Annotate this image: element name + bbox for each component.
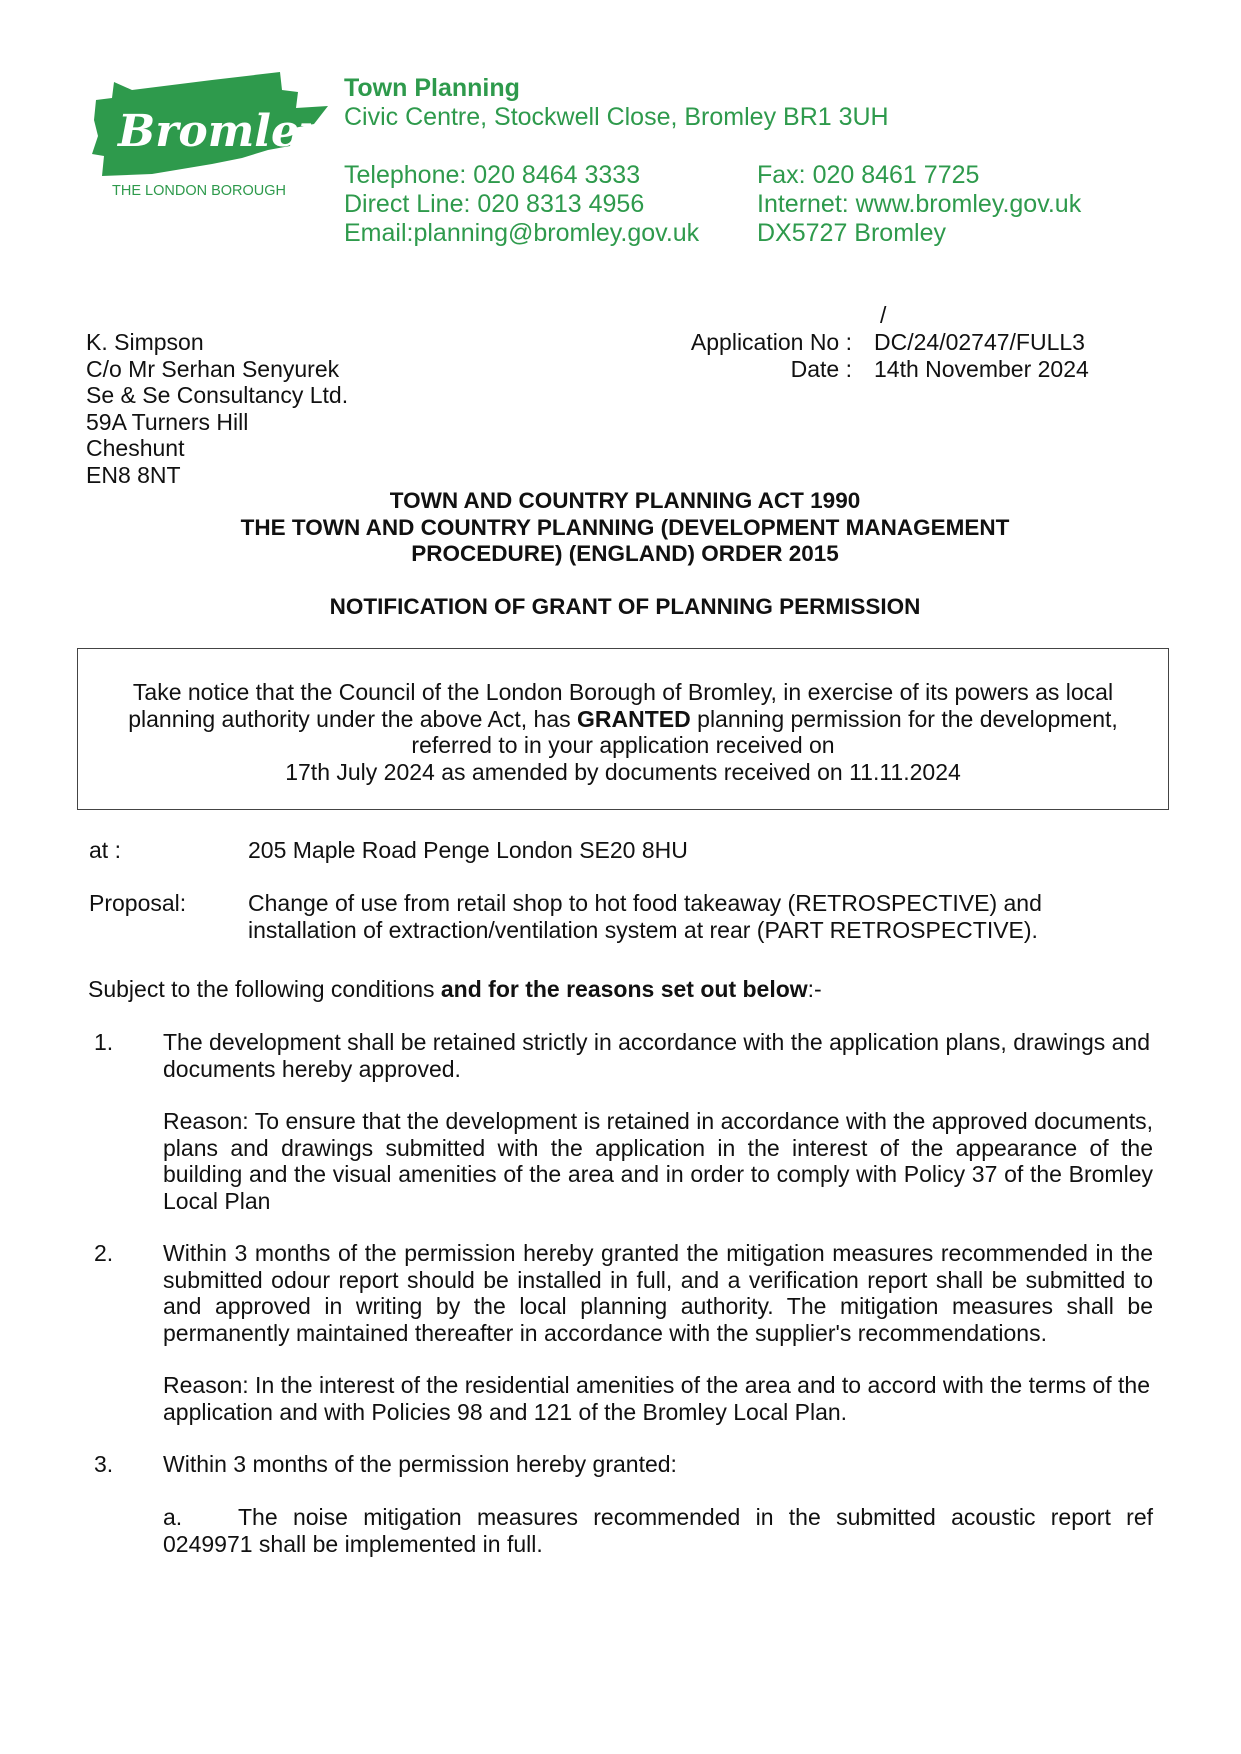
notice-title: NOTIFICATION OF GRANT OF PLANNING PERMISSION [329, 594, 921, 619]
recipient-line: K. Simpson [86, 329, 204, 355]
application-meta [600, 329, 1089, 382]
intro-text: Subject to the following conditions [88, 976, 441, 1002]
conditions-intro [88, 976, 822, 1003]
site-address: 205 Maple Road Penge London SE20 8HU [248, 837, 688, 863]
act-heading-line: PROCEDURE) (ENGLAND) ORDER 2015 [411, 541, 839, 566]
condition-number: 3. [94, 1451, 114, 1477]
condition-text: Within 3 months of the permission hereby granted the mitigation measures recommended in the submitted odour report should be installed in full, and a verification report shall be submitted to and approved in writing by the local planning authority. The mitigation measures shall be permanently maintained thereafter in accordance with the supplier's recommendations. [163, 1240, 1153, 1346]
notice-box [77, 648, 1169, 810]
recipient-line: 59A Turners Hill [86, 408, 249, 435]
recipient-line: EN8 8NT [86, 461, 181, 488]
dx-number: DX5727 Bromley [757, 219, 946, 247]
site-label: at : [89, 837, 121, 863]
bromley-logo-graphic [92, 72, 328, 212]
recipient-line: Cheshunt [86, 435, 185, 461]
contact-block-left [344, 161, 699, 248]
slash-mark: / [880, 302, 887, 328]
application-no-label: Application No : [690, 329, 852, 355]
notice-text-part: planning permission for the development, [690, 705, 1118, 732]
condition-text: The development shall be retained strictly in accordance with the application plans, drawings and documents hereby approved. [163, 1029, 1151, 1082]
notice-line: Take notice that the Council of the London Borough of Bromley, in exercise of its powers as local [132, 679, 1114, 705]
recipient-line: C/o Mr Serhan Senyurek [86, 355, 340, 382]
telephone: Telephone: 020 8464 3333 [344, 161, 641, 189]
proposal-label: Proposal: [89, 890, 187, 916]
fax: Fax: 020 8461 7725 [757, 161, 980, 189]
sub-item-text: The noise mitigation measures recommended in the submitted acoustic report ref 0249971 shall be implemented in full. [163, 1504, 1153, 1557]
notice-text [78, 679, 1168, 785]
org-address: Civic Centre, Stockwell Close, Bromley BR1 3UH [344, 103, 889, 131]
email: Email:planning@bromley.gov.uk [344, 219, 700, 247]
condition-reason: Reason: In the interest of the residential amenities of the area and to accord with the terms of the application and with Policies 98 and 121 of the Bromley Local Plan. [163, 1372, 1151, 1425]
org-title: Town Planning [344, 74, 520, 102]
granted-emphasis: GRANTED [577, 705, 691, 732]
act-heading-line: THE TOWN AND COUNTRY PLANNING (DEVELOPMENT MANAGEMENT [240, 514, 1010, 540]
sub-item-letter: a. [163, 1504, 183, 1530]
notice-text-part: planning authority under the above Act, has [128, 705, 578, 732]
date-value: 14th November 2024 [874, 355, 1089, 382]
condition-reason: Reason: To ensure that the development is retained in accordance with the approved documents, plans and drawings submitted with the application in the interest of the appearance of the building and the visual amenities of the area and in order to comply with Policy 37 of the Bromley Local Plan [163, 1108, 1153, 1214]
condition-text: Within 3 months of the permission hereby granted: [163, 1451, 677, 1477]
bromley-logo [92, 72, 328, 212]
notice-line [78, 706, 1168, 733]
date-label: Date : [790, 355, 852, 382]
contact-block-right [757, 161, 1081, 248]
condition-number: 1. [94, 1029, 114, 1055]
act-heading [160, 488, 1090, 568]
internet: Internet: www.bromley.gov.uk [757, 190, 1082, 218]
intro-text: :- [807, 976, 822, 1002]
intro-emphasis: and for the reasons set out below [440, 976, 808, 1002]
notice-line: referred to in your application received on [411, 732, 835, 758]
recipient-address [86, 329, 348, 488]
condition-number: 2. [94, 1240, 114, 1266]
logo-wordmark: Bromley [118, 106, 325, 157]
direct-line: Direct Line: 020 8313 4956 [344, 190, 645, 218]
notice-line: 17th July 2024 as amended by documents received on 11.11.2024 [285, 758, 961, 785]
recipient-line: Se & Se Consultancy Ltd. [86, 382, 349, 408]
application-no: DC/24/02747/FULL3 [874, 329, 1085, 355]
act-heading-line: TOWN AND COUNTRY PLANNING ACT 1990 [389, 488, 861, 513]
logo-tagline: THE LONDON BOROUGH [112, 183, 287, 199]
proposal-description: Change of use from retail shop to hot food takeaway (RETROSPECTIVE) and installation of extraction/ventilation system at rear (PART RETROSPECTIVE). [248, 890, 1042, 943]
